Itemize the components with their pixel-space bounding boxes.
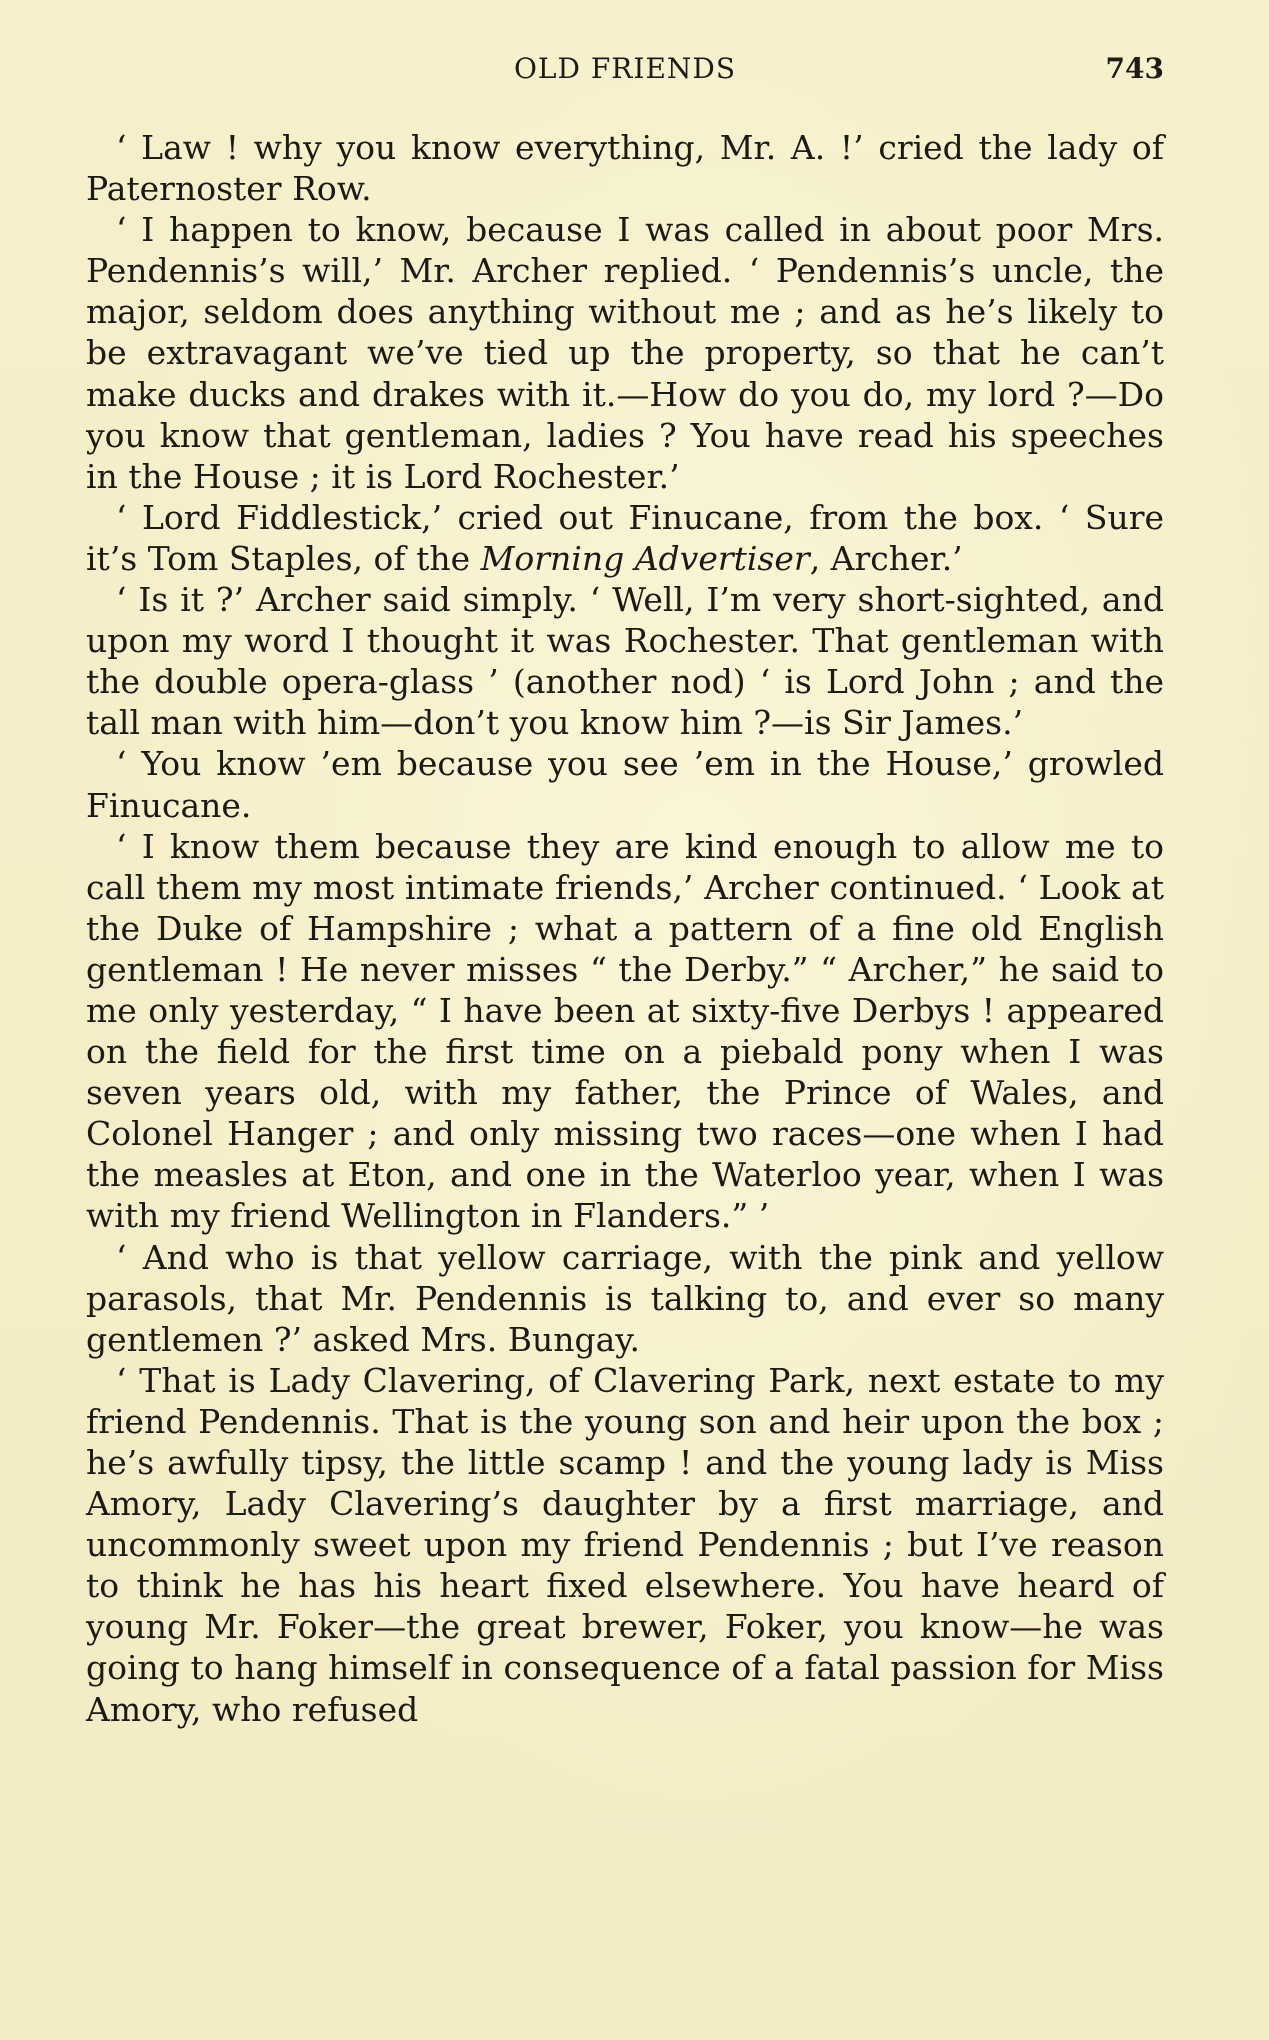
paragraph-text: ‘ Lord Fiddlestick,’ cried out Finucane, from the box. ‘ Sure it’s Tom Staples, of the [86, 497, 1164, 578]
running-head [86, 52, 1164, 96]
paragraph: ‘ I know them because they are kind enough to allow me to call them my most intimate friends,’ Archer continued. ‘ Look at the Duke of Hampshire ; what a pattern of a fine old English gentleman ! He never misses “ the Derby.” “ Archer,” he said to me only yesterday, “ I have been at sixty-five Derbys ! appeared on the field for the first time on a piebald pony when I was seven years old, with my father, the Prince of Wales, and Colonel Hanger ; and only missing two races—one when I had the measles at Eton, and one in the Waterloo year, when I was with my friend Wellington in Flanders.” ’ [86, 826, 1164, 1236]
paragraph [86, 497, 1164, 579]
paragraph: ‘ Law ! why you know everything, Mr. A. !’ cried the lady of Paternoster Row. [86, 128, 1164, 209]
paragraph: ‘ That is Lady Clavering, of Clavering Park, next estate to my friend Pendennis. That is the young son and heir upon the box ; he’s awfully tipsy, the little scamp ! and the young lady is Miss Amory, Lady Clavering’s daughter by a first marriage, and uncommonly sweet upon my friend Pendennis ; but I’ve reason to think he has his heart fixed elsewhere. You have heard of young Mr. Foker—the great brewer, Foker, you know—he was going to hang himself in consequence of a fatal passion for Miss Amory, who refused [86, 1360, 1164, 1729]
paragraph: ‘ Is it ?’ Archer said simply. ‘ Well, I’m very short-sighted, and upon my word I thought it was Rochester. That gentleman with the double opera-glass ’ (another nod) ‘ is Lord John ; and the tall man with him—don’t you know him ?—is Sir James.’ [86, 580, 1164, 743]
paragraph: ‘ I happen to know, because I was called in about poor Mrs. Pendennis’s will,’ Mr. Archer replied. ‘ Pendennis’s uncle, the major, seldom does anything without me ; and as he’s likely to be extravagant we’ve tied up the property, so that he can’t make ducks and drakes with it.—How do you do, my lord ?—Do you know that gentleman, ladies ? You have read his speeches in the House ; it is Lord Rochester.’ [86, 210, 1164, 496]
body-text [86, 127, 1164, 1730]
italic-newspaper-title: Morning Advertiser [480, 538, 810, 578]
page-number: 743 [1105, 52, 1164, 85]
paragraph-text: , Archer.’ [809, 538, 963, 578]
paragraph: ‘ You know ’em because you see ’em in the House,’ growled Finucane. [86, 744, 1164, 825]
paragraph: ‘ And who is that yellow carriage, with the pink and yellow parasols, that Mr. Pendennis is talking to, and ever so many gentlemen ?’ asked Mrs. Bungay. [86, 1237, 1164, 1359]
running-title: OLD FRIENDS [513, 52, 737, 85]
